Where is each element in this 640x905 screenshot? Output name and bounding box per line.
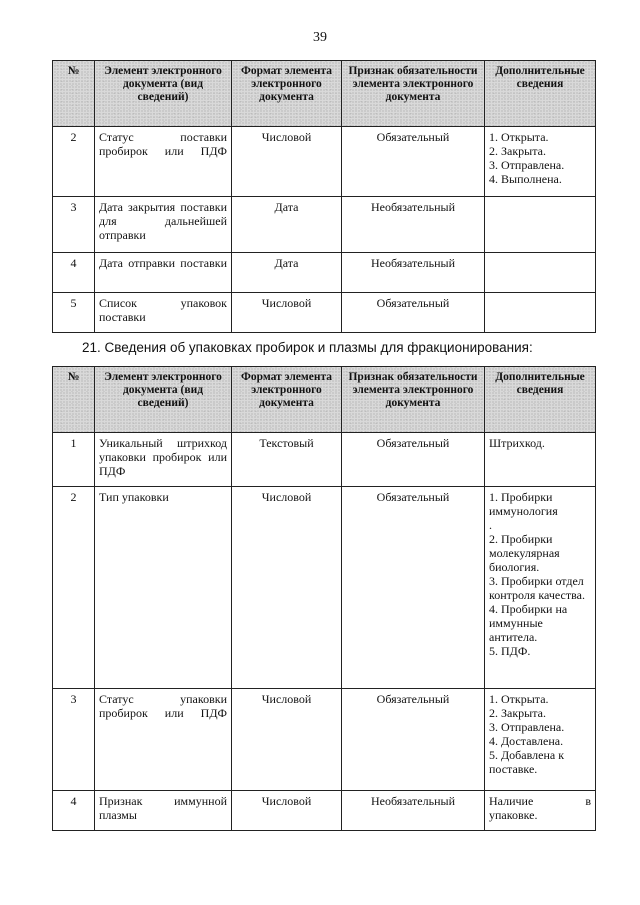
header-num: № <box>53 61 95 127</box>
cell-element: Список упаковок поставки <box>95 293 232 333</box>
table-shipment-status <box>52 60 596 333</box>
cell-num: 3 <box>53 197 95 253</box>
table-row <box>53 791 596 831</box>
cell-sign: Обязательный <box>342 293 485 333</box>
cell-num: 5 <box>53 293 95 333</box>
cell-sign: Обязательный <box>342 127 485 197</box>
cell-sign: Обязательный <box>342 487 485 689</box>
header-format: Формат элемента электронного документа <box>232 61 342 127</box>
list-item: 4. Выполнена. <box>489 172 562 186</box>
cell-extra <box>485 253 596 293</box>
cell-format: Дата <box>232 253 342 293</box>
cell-sign: Обязательный <box>342 433 485 487</box>
cell-format: Числовой <box>232 689 342 791</box>
cell-sign: Необязательный <box>342 791 485 831</box>
table-row <box>53 293 596 333</box>
cell-element: Тип упаковки <box>95 487 232 689</box>
list-item: 2. Закрыта. <box>489 706 546 720</box>
cell-format: Текстовый <box>232 433 342 487</box>
cell-element: Дата закрытия поставки для дальнейшей отправки <box>95 197 232 253</box>
cell-extra <box>485 293 596 333</box>
list-item: 1. Открыта. <box>489 692 549 706</box>
header-extra: Дополнительные сведения <box>485 61 596 127</box>
cell-element: Дата отправки поставки <box>95 253 232 293</box>
extra-list <box>489 436 591 450</box>
table-row <box>53 197 596 253</box>
cell-element: Статус поставки пробирок или ПДФ <box>95 127 232 197</box>
cell-num: 2 <box>53 127 95 197</box>
list-item: 5. ПДФ. <box>489 644 531 658</box>
header-element: Элемент электронного документа (вид сведений) <box>95 367 232 433</box>
section-caption: 21. Сведения об упаковках пробирок и плазмы для фракционирования: <box>82 340 533 355</box>
extra-list <box>489 692 591 776</box>
table-row <box>53 487 596 689</box>
cell-extra <box>485 433 596 487</box>
header-extra: Дополнительные сведения <box>485 367 596 433</box>
cell-element: Признак иммунной плазмы <box>95 791 232 831</box>
list-item: 1. Пробирки иммунология <box>489 490 558 518</box>
list-item: 2. Пробирки молекулярная биология. <box>489 532 560 574</box>
cell-format: Числовой <box>232 487 342 689</box>
extra-list <box>489 130 591 186</box>
table-row <box>53 127 596 197</box>
cell-format: Числовой <box>232 127 342 197</box>
cell-element: Статус упаковки пробирок или ПДФ <box>95 689 232 791</box>
table-row <box>53 253 596 293</box>
list-item: 3. Отправлена. <box>489 158 565 172</box>
list-item: 4. Пробирки на иммунные антитела. <box>489 602 568 644</box>
list-item: . <box>489 518 492 532</box>
cell-num: 4 <box>53 791 95 831</box>
cell-extra: Наличие в упаковке. <box>485 791 596 831</box>
table-row <box>53 689 596 791</box>
list-item: 3. Пробирки отдел контроля качества. <box>489 574 585 602</box>
list-item: 4. Доставлена. <box>489 734 564 748</box>
list-item: 2. Закрыта. <box>489 144 546 158</box>
header-format: Формат элемента электронного документа <box>232 367 342 433</box>
cell-extra <box>485 689 596 791</box>
cell-sign: Необязательный <box>342 253 485 293</box>
header-sign: Признак обязательности элемента электронного документа <box>342 367 485 433</box>
cell-num: 3 <box>53 689 95 791</box>
cell-num: 1 <box>53 433 95 487</box>
cell-extra <box>485 197 596 253</box>
header-sign: Признак обязательности элемента электронного документа <box>342 61 485 127</box>
cell-num: 4 <box>53 253 95 293</box>
cell-format: Числовой <box>232 791 342 831</box>
cell-extra <box>485 487 596 689</box>
cell-sign: Необязательный <box>342 197 485 253</box>
header-num: № <box>53 367 95 433</box>
extra-list <box>489 490 591 658</box>
cell-sign: Обязательный <box>342 689 485 791</box>
cell-element: Уникальный штрихкод упаковки пробирок или ПДФ <box>95 433 232 487</box>
list-item: 3. Отправлена. <box>489 720 565 734</box>
cell-num: 2 <box>53 487 95 689</box>
list-item: Штрихкод. <box>489 436 545 450</box>
cell-extra <box>485 127 596 197</box>
table-row <box>53 433 596 487</box>
cell-format: Числовой <box>232 293 342 333</box>
list-item: 1. Открыта. <box>489 130 549 144</box>
cell-format: Дата <box>232 197 342 253</box>
list-item: 5. Добавлена к поставке. <box>489 748 565 776</box>
page-number: 39 <box>313 30 327 45</box>
table-header-row <box>53 61 596 127</box>
table-header-row <box>53 367 596 433</box>
table-package-info <box>52 366 596 831</box>
header-element: Элемент электронного документа (вид сведений) <box>95 61 232 127</box>
